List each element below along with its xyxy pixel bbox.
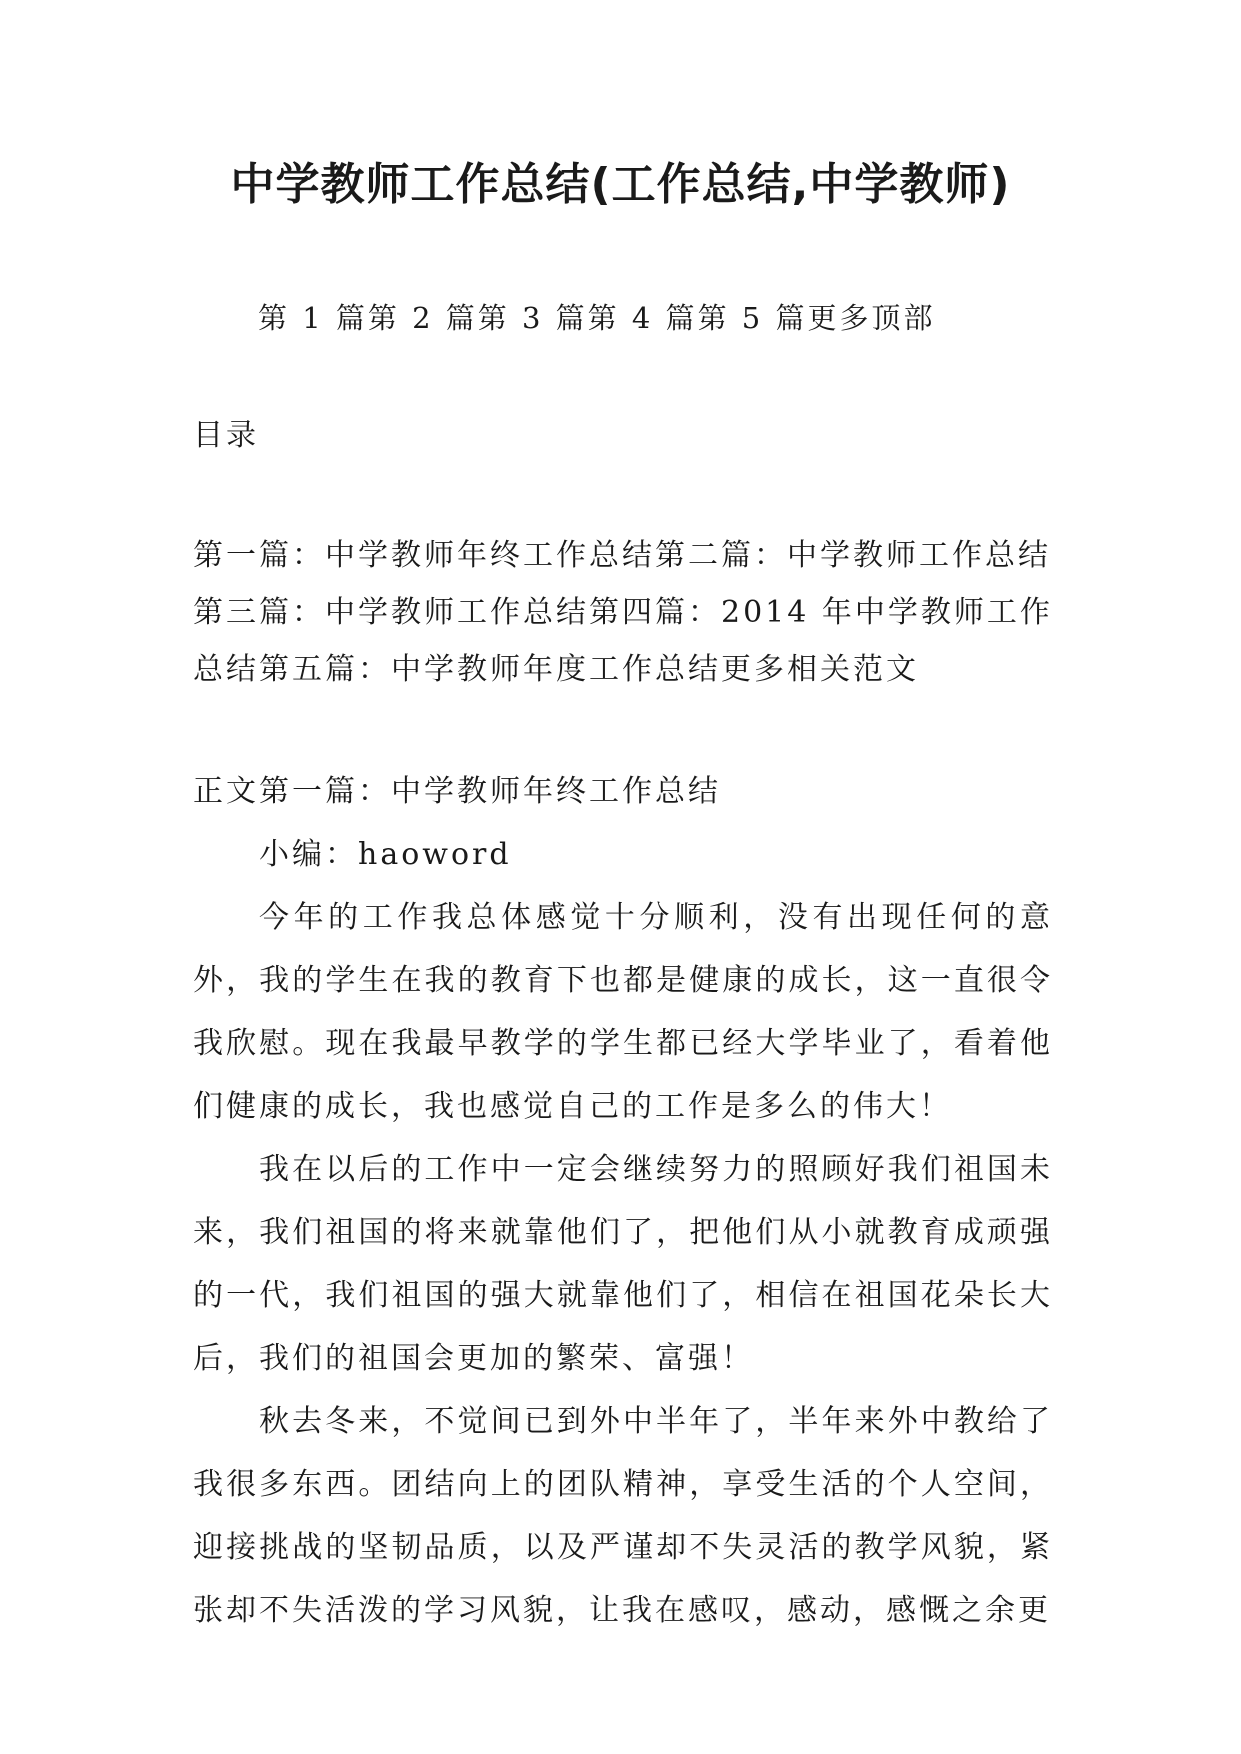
- nav-article-3[interactable]: 第 3 篇: [477, 301, 588, 335]
- nav-article-4[interactable]: 第 4 篇: [587, 301, 698, 335]
- toc-item-2[interactable]: 第二篇：中学教师工作总结: [655, 538, 1051, 573]
- article-body: [193, 760, 1053, 1642]
- toc-item-more[interactable]: 更多相关范文: [721, 652, 919, 687]
- toc-item-4[interactable]: 第四篇：2014 年中学教师工作总结: [193, 595, 1053, 687]
- toc-item-1[interactable]: 第一篇：中学教师年终工作总结: [193, 538, 655, 573]
- toc-heading: 目录: [193, 418, 259, 453]
- nav-article-5[interactable]: 第 5 篇: [697, 301, 808, 335]
- toc-item-5[interactable]: 第五篇：中学教师年度工作总结: [259, 652, 721, 687]
- nav-article-1[interactable]: 第 1 篇: [258, 301, 368, 335]
- section-heading: 正文第一篇：中学教师年终工作总结: [193, 774, 721, 809]
- article-nav: [258, 296, 935, 337]
- nav-more[interactable]: 更多: [807, 301, 872, 335]
- editor-line: 小编：haoword: [259, 837, 512, 872]
- nav-article-2[interactable]: 第 2 篇: [367, 301, 478, 335]
- body-paragraph: 今年的工作我总体感觉十分顺利，没有出现任何的意外，我的学生在我的教育下也都是健康的成长，这一直很令我欣慰。现在我最早教学的学生都已经大学毕业了，看着他们健康的成长，我也感觉自己的工作是多么的伟大！: [193, 900, 1053, 1124]
- body-paragraph: 我在以后的工作中一定会继续努力的照顾好我们祖国未来，我们祖国的将来就靠他们了，把他们从小就教育成顽强的一代，我们祖国的强大就靠他们了，相信在祖国花朵长大后，我们的祖国会更加的繁荣、富强！: [193, 1152, 1053, 1376]
- body-paragraph: 秋去冬来，不觉间已到外中半年了，半年来外中教给了我很多东西。团结向上的团队精神，享受生活的个人空间，迎接挑战的坚韧品质，以及严谨却不失灵活的教学风貌，紧张却不失活泼的学习风貌，让我在感叹，感动，感慨之余更: [193, 1404, 1053, 1628]
- table-of-contents: [193, 527, 1053, 698]
- toc-item-3[interactable]: 第三篇：中学教师工作总结: [193, 595, 589, 630]
- nav-top[interactable]: 顶部: [871, 301, 936, 335]
- document-title: 中学教师工作总结(工作总结,中学教师): [230, 159, 1011, 210]
